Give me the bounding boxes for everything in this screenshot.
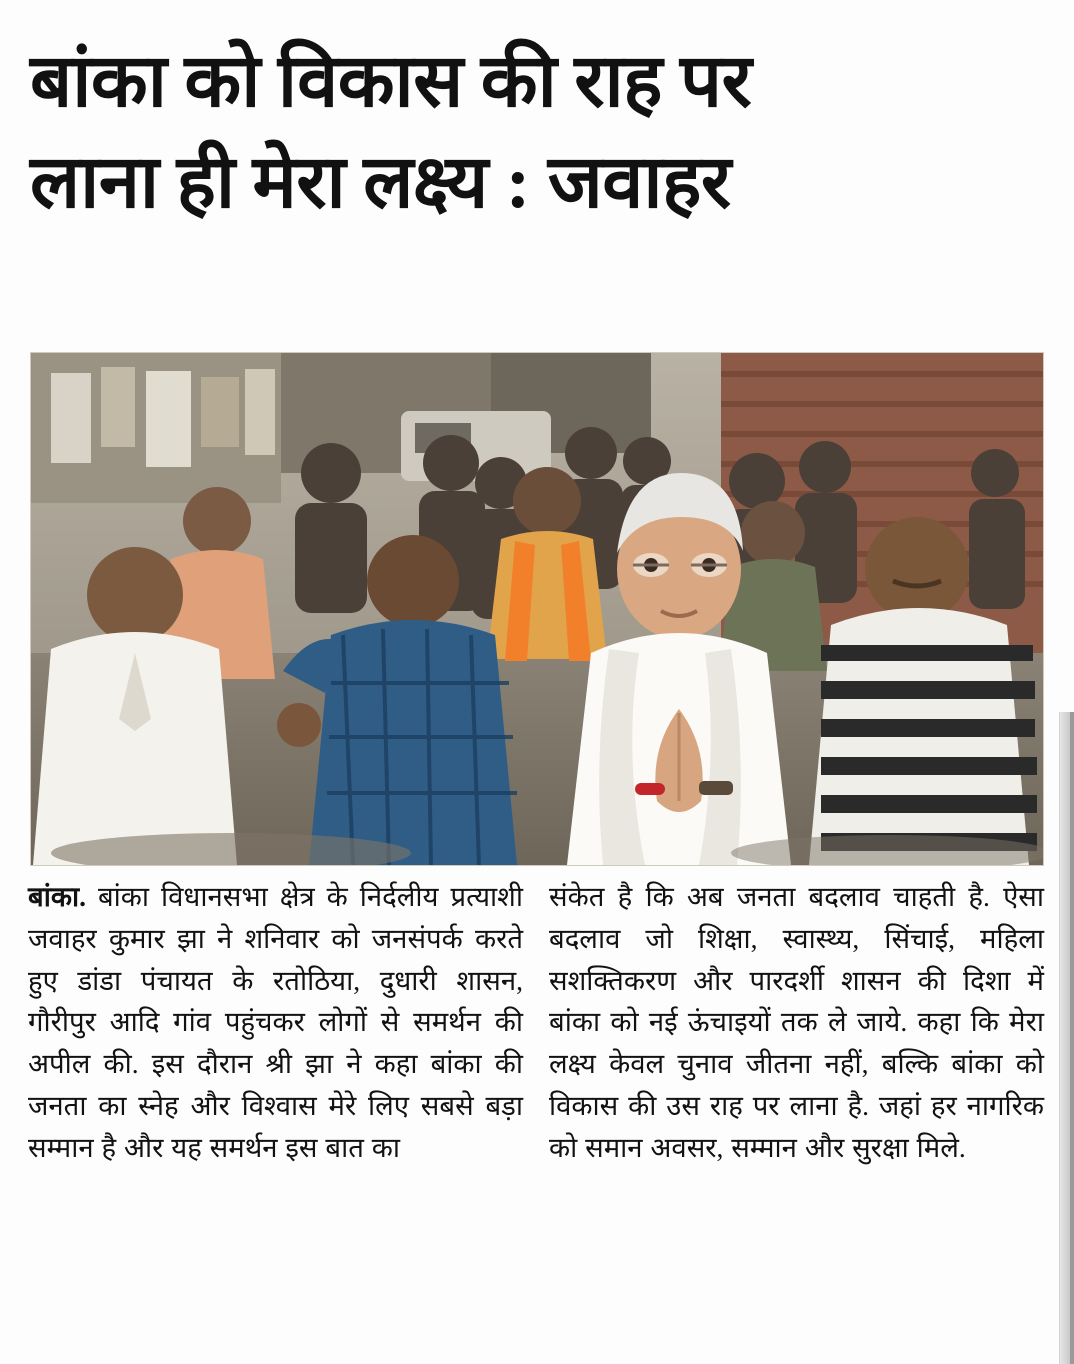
body-column-left-text: बांका विधानसभा क्षेत्र के निर्दलीय प्रत्याशी जवाहर कुमार झा ने शनिवार को जनसंपर्क करते हुए डांडा पंचायत के रतोठिया, दुधारी शासन, गौरीपुर आदि गांव पहुंचकर लोगों से समर्थन की अपील की. इस दौरान श्री झा ने कहा बांका की जनता का स्नेह और विश्वास मेरे लिए सबसे बड़ा सम्मान है और यह समर्थन इस बात का (28, 881, 531, 1163)
article-photo (30, 352, 1044, 866)
article-body (28, 876, 1052, 1346)
photo-illustration (31, 353, 1043, 865)
body-column-left (28, 876, 531, 1346)
headline (30, 36, 1040, 230)
dateline: बांका. (28, 881, 86, 912)
body-column-right: संकेत है कि अब जनता बदलाव चाहती है. ऐसा बदलाव जो शिक्षा, स्वास्थ्य, सिंचाई, महिला सशक्तिकरण और पारदर्शी शासन की दिशा में बांका को नई ऊंचाइयों तक ले जाये. कहा कि मेरा लक्ष्य केवल चुनाव जीतना नहीं, बल्कि बांका को विकास की उस राह पर लाना है. जहां हर नागरिक को समान अवसर, सम्मान और सुरक्षा मिले. (549, 881, 1052, 1163)
headline-line-1: बांका को विकास की राह पर (30, 41, 752, 123)
page-edge-line (1070, 712, 1074, 1364)
headline-line-2: लाना ही मेरा लक्ष्य : जवाहर (30, 142, 731, 225)
